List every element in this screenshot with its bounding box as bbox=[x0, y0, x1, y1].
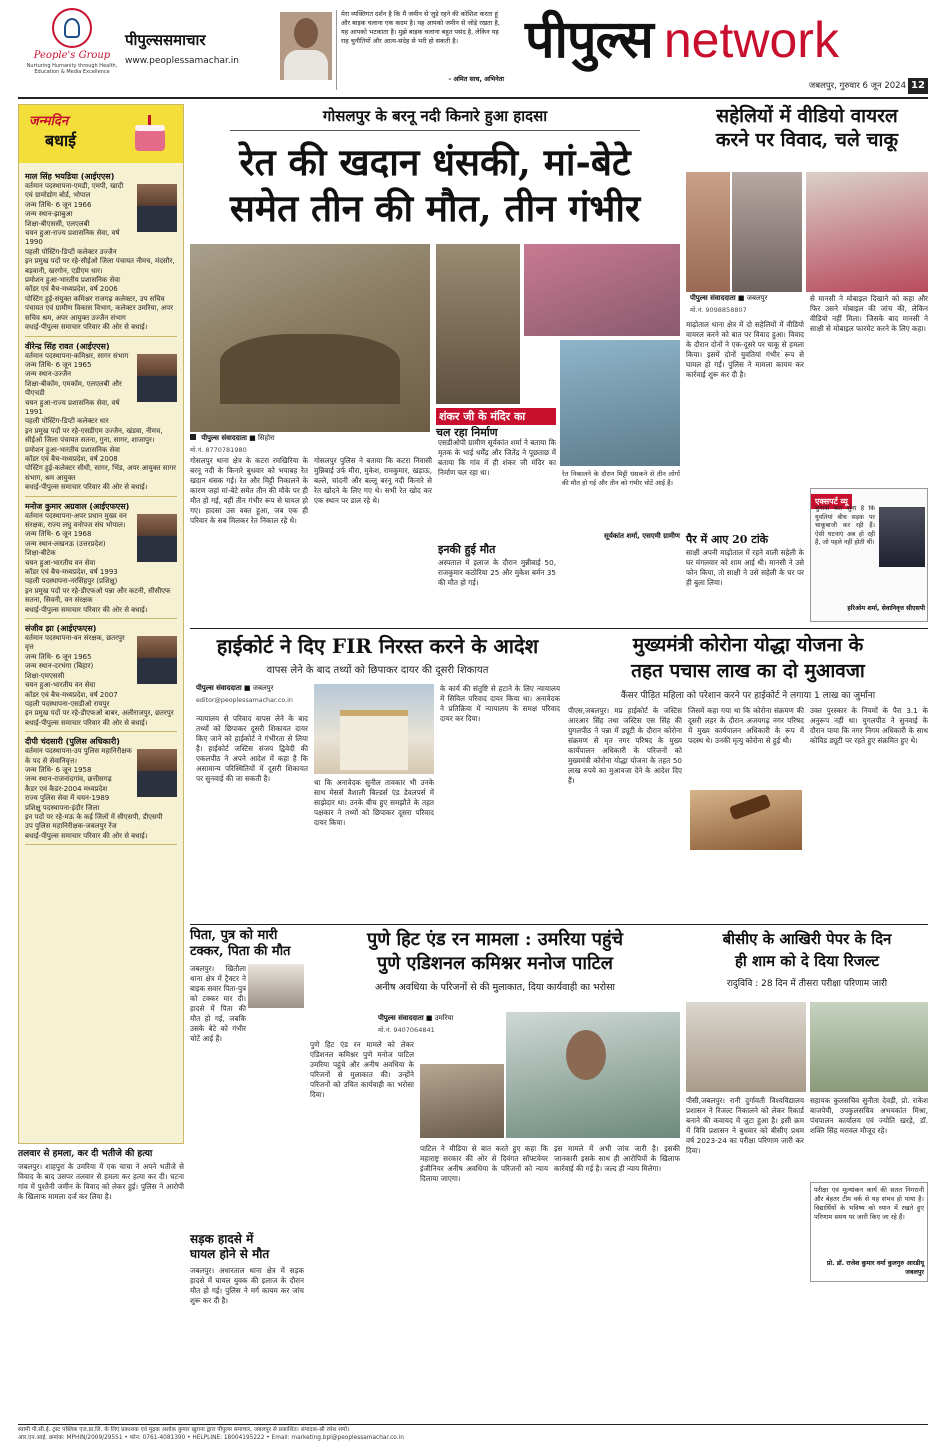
birthday-person-name: मनोज कुमार अग्रवाल (आईएफएस) bbox=[25, 501, 130, 511]
top-body-col3: एसडीओपी ग्रामीण सूर्यकांत शर्मा ने बताया कि मृतक के भाई धर्मेंद्र और जितेंद्र ने पूछताछ में बताया कि गांव में ही शंकर जी मंदिर का निर्माण चल रहा था। bbox=[438, 438, 556, 477]
birthday-person bbox=[25, 623, 177, 732]
birthday-person bbox=[25, 501, 177, 619]
group-tagline: Nurturing Humanity through Health, Education & Media Excellence bbox=[26, 63, 118, 75]
knife-byline: पीपुल्स संवाददाता bbox=[690, 294, 736, 302]
top-byline: पीपुल्स संवाददाता bbox=[201, 434, 247, 442]
road-body: जबलपुर। अधारताल थाना क्षेत्र में सड़क हादसे में घायल युवक की इलाज के दौरान मौत हो गई। पुलिस ने मर्ग कायम कर जांच शुरू कर दी है। bbox=[190, 1266, 304, 1305]
road-accident-story bbox=[190, 1232, 304, 1420]
quote-author: - अमित साध, अभिनेता bbox=[448, 75, 504, 83]
expert-view-box bbox=[810, 488, 928, 622]
group-name: People's Group bbox=[33, 50, 111, 61]
brand-small-suffix: समाचार bbox=[163, 31, 206, 49]
father-son-headline-2: टक्कर, पिता की मौत bbox=[190, 944, 291, 959]
hc-body-col3: के कार्य की संतुष्टि से हटाने के लिए न्यायालय में सिविल परिवाद दायर किया था। अनावेदक ने प्रतिक्रिया में न्यायालय के समक्ष परिवाद दायर कर दिया। bbox=[440, 684, 560, 723]
photo1-byline: पीपुल्स संवाददाता ■ सिहोरा मो.नं. 8770781980 bbox=[190, 434, 430, 454]
birthday-person bbox=[25, 171, 177, 337]
quote-portrait bbox=[280, 12, 332, 80]
birthday-person-detail: जन्म तिथि- 6 जून 1958 bbox=[25, 765, 92, 774]
birthday-person-detail: वर्तमान पदस्थापना-वन संरक्षक, छतरपुर वृत्त bbox=[25, 634, 125, 652]
birthday-person-detail: पहली पोस्टिंग-डिप्टी कलेक्टर धार bbox=[25, 417, 109, 426]
knife-byline-box: पीपुल्स संवाददाता ■ जबलपुर मो.नं. 9098858807 bbox=[690, 294, 810, 314]
hospital-caption-text: रेत निकालने के दौरान मिट्टी धंसकने से तीन लोगों की मौत हो गई और तीन को गंभीर चोटें आई हैं। bbox=[562, 470, 680, 487]
birthday-person-detail: चयन हुआ-राज्य प्रशासनिक सेवा, वर्ष 1990 bbox=[25, 229, 120, 247]
knife-headline-1: सहेलियों में वीडियो वायरल bbox=[716, 105, 898, 127]
birthday-person-detail: शिक्षा-बीटेक bbox=[25, 549, 56, 558]
talwar-headline: तलवार से हमला, कर दी भतीजे की हत्या bbox=[18, 1149, 153, 1159]
quote-text: मेरा व्यक्तिगत दर्शन है कि मैं जमीन से जुड़े रहने की कोशिश करता हूं और बाइक चलाना एक कदम है। यह आपको जमीन से जोड़े रखता है, यह आपको भटकाता है। मुझे बाइक चलाना बहुत पसंद है, लेकिन यह राह चुनौतियों और आत्म-संदेह से भरी हो सकती है। bbox=[341, 10, 500, 45]
birthday-person bbox=[25, 736, 177, 845]
subhead-died: इनकी हुई मौत bbox=[438, 543, 496, 556]
knife-body-col1b: साक्षी अपनी माढ़ोताल में रहने वाली सहेली के घर मंगलवार को शाम आई थी। मानसी ने उसे फोन किया, तो साक्षी ने उसे सहेली के घर पर ही बुला लिया। bbox=[686, 548, 804, 587]
birthday-header bbox=[19, 105, 183, 163]
top-body-col2: गोसलपुर पुलिस ने बताया कि कटरा निवासी मुन्निबाई उर्फ मीरा, मुकेश, रामकुमार, खड़ाऊ, बल्ले, चांदनी और बल्लू बरनू नदी किनारे से रेत खोदने के लिए गए थे। सभी रेत खोद कर एक स्थान पर डाल रहे थे। bbox=[314, 456, 432, 505]
birthday-person-detail: जन्म स्थान-दरभंगा (बिहार) bbox=[25, 662, 94, 671]
birthday-person-detail: कॉडर एवं बैच-मध्यप्रदेश, वर्ष 2007 bbox=[25, 690, 118, 699]
cm-body-col1: पीएस,जबलपुर। मप्र हाईकोर्ट के जस्टिस आरआर सिंह तथा जस्टिस एस सिंह की युगलपीठ ने पन्ना में ड्यूटी के दौरान कोरोना संक्रमण से मृत नगर परिषद के मुख्य कार्यपालन अधिकारी के परिजनों को मुख्यमंत्री कोरोना योद्धा योजना के तहत 50 लाख रुपये का मुआवजा देने के आदेश दिए हैं। bbox=[568, 706, 682, 785]
mid-rule-1 bbox=[190, 628, 928, 629]
top-story-kicker: गोसलपुर के बरनू नदी किनारे हुआ हादसा bbox=[230, 104, 640, 131]
hc-byline: पीपुल्स संवाददाता bbox=[196, 684, 242, 692]
birthday-person-detail: शिक्षा-बीएससी, एलएलबी bbox=[25, 219, 90, 228]
top-story-headline-2: समेत तीन की मौत, तीन गंभीर bbox=[229, 186, 641, 230]
birthday-person-detail: प्रमोशन हुआ-भारतीय प्रशासनिक सेवा bbox=[25, 276, 120, 285]
network-title bbox=[525, 2, 930, 74]
birthday-person-detail: इन पदों पर रहे-मऊ के कई जिलों में सीएसपी, डीएसपी bbox=[25, 812, 163, 821]
gavel-photo bbox=[690, 790, 802, 850]
footer-line1: स्वामी पी.सी.ई. ट्रस्ट पब्लिक एज.प्रा.लि. के लिए प्रकाशक एवं मुद्रक अशोक कुमार खुराना द्वारा पीपुल्स समाचार, जबलपुर से प्रकाशित। संपादक-श्री रमेश शर्मा। bbox=[18, 1427, 350, 1433]
birthday-person-name: संजीव झा (आईएफएस) bbox=[25, 624, 97, 634]
road-headline-1: सड़क हादसे में bbox=[190, 1232, 254, 1246]
birthday-person-portrait bbox=[137, 749, 177, 797]
bca-sub: रादुविवि : 28 दिन में तीसरा परीक्षा परिणाम जारी bbox=[726, 979, 888, 989]
network-title-hindi: पीपुल्स bbox=[525, 9, 653, 70]
grieving-women-photo bbox=[524, 244, 680, 336]
pune-meeting-photo bbox=[506, 1012, 680, 1138]
birthday-person-detail: शिक्षा-बीकॉम, एमकॉम, एलएलबी और पीएचडी bbox=[25, 379, 122, 398]
birthday-person-detail: जन्म तिथि- 6 जून 1966 bbox=[25, 200, 92, 209]
network-title-english: network bbox=[663, 12, 839, 68]
birthday-person-detail: वर्तमान पदस्थापना-उप पुलिस महानिरीक्षक के पद से सेवानिवृत्त। bbox=[25, 747, 132, 765]
birthday-person-detail: इन प्रमुख पदों पर रहे-डीएफओ पन्ना और कटनी, सीसीएफ सतना, सिवनी, वन संरक्षक bbox=[25, 586, 171, 605]
top-byline-place: सिहोरा bbox=[257, 434, 275, 442]
pune-body-col2: पाटिल ने मीडिया से बात करते हुए कहा कि महाराष्ट्र सरकार की ओर से दिवंगत सॉफ्टवेयर इंजीनियर अनीष अवधिया के परिजनों को न्याय दिलाया जाएगा। bbox=[420, 1144, 548, 1183]
birthday-person-detail: प्रशिक्षु पदस्थापना-इंदौर जिला bbox=[25, 803, 100, 812]
hc-byline-place: जबलपुर bbox=[252, 684, 274, 692]
page-number: 12 bbox=[908, 78, 928, 94]
birthday-person-detail: चयन हुआ-भारतीय वन सेवा bbox=[25, 681, 96, 690]
hospital-credit: सूर्यकांत शर्मा, एसएमी ग्रामीण bbox=[604, 532, 680, 540]
site-url[interactable]: www.peoplessamachar.in bbox=[125, 56, 239, 66]
subhead-temple-1: शंकर जी के मंदिर का bbox=[436, 408, 556, 425]
birthday-person-detail: पोस्टिंग हुई-कलेक्टर सीधी, सागर, भिंड, अपर आयुक्त सागर संभाग, श्रम आयुक्त bbox=[25, 464, 177, 482]
knife-mobile: मो.नं. 9098858807 bbox=[690, 306, 747, 314]
birthday-person-detail: चयन हुआ-भारतीय वन सेवा bbox=[25, 558, 96, 567]
expert-name: हरिओम शर्मा, सेवानिवृत्त सीएसपी bbox=[847, 605, 925, 612]
footer bbox=[18, 1426, 928, 1444]
knife-story bbox=[686, 104, 928, 624]
cm-sub: कैंसर पीड़ित महिला को परेशान करने पर हाईकोर्ट ने लगाया 1 लाख का जुर्माना bbox=[620, 691, 876, 701]
talwar-story bbox=[18, 1148, 184, 1420]
dateline: जबलपुर, गुरुवार 6 जून 2024 bbox=[808, 81, 906, 91]
father-son-headline-1: पिता, पुत्र को मारी bbox=[190, 928, 278, 943]
birthday-person-detail: शिक्षा-एमएससी bbox=[25, 671, 65, 680]
bca-story bbox=[686, 928, 928, 1420]
birthday-person-name: माल सिंह भयडिया (आईएएस) bbox=[25, 172, 115, 181]
cm-story bbox=[568, 632, 928, 922]
expert-quote: चुनावी बात सुना है कि युवतियां बीच सड़क पर चाकूबाजी कर रही हैं। ऐसी घटनाएं अब हो रही हैं, जो पहले नहीं होती थीं। bbox=[815, 505, 875, 546]
hc-body-col1: न्यायालय से परिवाद वापस लेने के बाद तथ्यों को छिपाकर दूसरी शिकायत दायर किए जाने को हाईकोर्ट ने गंभीरता से लिया है। हाईकोर्ट जस्टिस संजय द्विवेदी की एकलपीठ ने अपने आदेश में कहा है कि असामान्य परिस्थितियों में दूसरी शिकायत पर सुनवाई की जा सकती है। bbox=[196, 714, 308, 783]
birthday-heading-top: जन्मदिन bbox=[29, 114, 69, 129]
birthday-person-detail: उप पुलिस महानिरीक्षक-जबलपुर रेंज bbox=[25, 822, 117, 831]
subhead-temple-2: चल रहा निर्माण bbox=[436, 426, 498, 439]
funeral-photo bbox=[436, 244, 520, 404]
vc-quote-box bbox=[810, 1182, 928, 1282]
birthday-person bbox=[25, 341, 177, 497]
birthday-person-detail: जन्म स्थान-झाबुआ bbox=[25, 210, 73, 219]
birthday-person-detail: बधाई-पीपुल्स समाचार परिवार की ओर से बधाई। bbox=[25, 718, 148, 727]
birthday-list bbox=[19, 163, 183, 849]
victim-photo bbox=[732, 172, 802, 292]
bca-body-col1: पीसी,जबलपुर। रानी दुर्गावती विश्वविद्यालय प्रशासन ने रिजल्ट निकालने को लेकर रिकार्ड बनाने की कवायद में जुटा हुआ है। इसी क्रम में विवि प्रशासन ने बुधवार को बीसीए प्रथम वर्ष 2023-24 का परीक्षा परिणाम जारी कर दिया। bbox=[686, 1096, 804, 1155]
quote-box bbox=[336, 10, 504, 90]
cm-headline-2: तहत पचास लाख का दो मुआवजा bbox=[631, 660, 865, 682]
birthday-person-detail: जन्म स्थान-उज्जैन bbox=[25, 370, 72, 379]
hc-byline-box: पीपुल्स संवाददाता ■ जबलपुर editor@peoplessamachar.co.in bbox=[196, 684, 316, 704]
top-mobile: मो.नं. 8770781980 bbox=[190, 446, 247, 454]
bca-body-col2: सहायक कुलसचिव सुनीता देवड़ी, प्रो. राकेश बाजपेयी, उपकुलसचिव अभयकांत मिश्रा, पंचपालन कार्यालय एवं ज्योति खरड़े, डॉ. शक्ति सिंह मरावल मौजूद रहे। bbox=[810, 1096, 928, 1135]
mid-rule-2 bbox=[190, 924, 928, 925]
result-release-photo-2 bbox=[810, 1002, 928, 1092]
cm-headline-1: मुख्यमंत्री कोरोना योद्धा योजना के bbox=[632, 634, 864, 656]
birthday-person-detail: जन्म तिथि- 6 जून 1965 bbox=[25, 652, 92, 661]
pune-body-col3: इस मामले में अभी जांच जारी है। इसकी जानकारी इसके साथ ही आरोपियों के खिलाफ कार्रवाई की गई है। जल्द ही न्याय मिलेगा। bbox=[554, 1144, 680, 1173]
birthday-person-detail: प्रमोशन हुआ-भारतीय प्रशासनिक सेवा bbox=[25, 445, 120, 454]
birthday-person-detail: बधाई-पीपुल्स समाचार परिवार की ओर से बधाई। bbox=[25, 831, 148, 840]
top-body-col1: गोसलपुर थाना क्षेत्र के कटरा रमखिरिया के बरनू नदी के किनारे बुधवार को भयाबह रेत खदान धंसक गई। रेत और मिट्टी निकालने के कारण जहां मां-बेटे समेत तीन की मौके पर ही मौत हो गई, वहीं तीन गंभीर रूप से घायल हो गए। हादसा उस वक्त हुआ, जब एक ही परिवार के सब मिलकर रेत निकाल रहे थे। bbox=[190, 456, 308, 525]
top-story bbox=[190, 104, 680, 624]
pune-body-col1: पुणे हिट एंड रन मामले को लेकर एडिशनल कमिश्नर पुणे मनोज पाटिल उमरिया पहुंचे और अनीष अवधिया के परिजनों से मुलाकात की। उन्होंने परिजनों को उचित कार्यवाही का भरोसा दिया। bbox=[310, 1040, 414, 1099]
hc-story bbox=[190, 632, 565, 922]
birthday-person-detail: इन प्रमुख पदों पर रहे-एसडीएम उज्जैन, खंडवा, नीमच, सीईओ जिला पंचायत सतना, गुना, सागर, शाजापुर। bbox=[25, 426, 163, 445]
high-court-photo bbox=[314, 684, 434, 774]
road-headline-2: घायल होने से मौत bbox=[190, 1247, 270, 1261]
masthead bbox=[0, 0, 945, 100]
father-son-body: जबलपुर। खितौला थाना क्षेत्र में ट्रैक्टर ने बाइक सवार पिता-पुत्र को टक्कर मार दी। हादसे में पिता की मौत हो गई, जबकि उसके बेटे को गंभीर चोटें आई हैं। bbox=[190, 964, 246, 1043]
brand-small bbox=[125, 30, 265, 66]
pune-mobile: मो.नं. 9407064841 bbox=[378, 1026, 435, 1034]
knife-body-col1: माढ़ोताल थाना क्षेत्र में दो सहेलियों में वीडियो वायरल करने को बात पर विवाद हुआ। विवाद के दौरान दोनों ने एक-दूसरे पर चाकू से हमला किया। इसमें दोनों युवतियां गंभीर रूप से घायल हो गईं। पुलिस ने मामला कायम कर कार्रवाई शुरू कर दी है। bbox=[686, 320, 804, 379]
birthday-person-detail: वधाई-पीपुल्स समाचार परिवार की ओर से बधाई। bbox=[25, 323, 148, 332]
sand-mine-photo-1 bbox=[190, 244, 430, 432]
birthday-person-detail: कॉडर एवं बैच-मध्यप्रदेश, वर्ष 2006 bbox=[25, 285, 118, 294]
pune-sub: अनीष अवधिया के परिजनों से की मुलाकात, दिया कार्यवाही का भरोसा bbox=[375, 982, 615, 993]
birthday-person-portrait bbox=[137, 184, 177, 232]
knife-headline-2: करने पर विवाद, चले चाकू bbox=[715, 129, 899, 151]
cm-body-col2: जिसमें कहा गया था कि कोरोना संक्रमण की दूसरी लहर के दौरान अजयगढ़ नगर परिषद में मुख्य कार्यपालन अधिकारी के रूप में पदस्थ थे। उनकी मृत्यु कोरोना से हुई थी। bbox=[688, 706, 804, 745]
birthday-person-detail: राज्य पुलिस सेवा में चयन-1989 bbox=[25, 794, 110, 803]
peoples-group-logo bbox=[22, 8, 122, 96]
birthday-person-detail: पहली पदस्थापना-एसडीओ रायपुर bbox=[25, 699, 110, 708]
pune-byline-place: उमरिया bbox=[434, 1014, 454, 1022]
birthday-person-detail: कॉडर एवं बैच-मध्यप्रदेश, वर्ष 1993 bbox=[25, 568, 118, 577]
peoples-group-emblem-icon bbox=[52, 8, 92, 48]
birthday-person-detail: कैडर एवं कैडर-2004 मध्यप्रदेश bbox=[25, 784, 108, 793]
knife-body-col2: से मानसी ने मोबाइल दिखाने को कहा और फिर उसने मोबाइल की जांच की, लेकिन वीडियो नहीं मिला। जिसके बाद मानसी ने साक्षी से मोबाइल फारमेट करने के लिए कहा। bbox=[810, 294, 928, 333]
birthday-person-portrait bbox=[137, 636, 177, 684]
hc-sub: वापस लेने के बाद तथ्यों को छिपाकर दायर की दूसरी शिकायत bbox=[266, 665, 489, 676]
hospital-caption bbox=[562, 470, 680, 541]
injured-leg-photo bbox=[806, 172, 928, 292]
hc-email[interactable]: editor@peoplessamachar.co.in bbox=[196, 697, 293, 704]
brand-small-name: पीपुल्स bbox=[125, 31, 164, 49]
birthday-person-detail: बधाई-पीपुल्स समाचार परिवार की ओर से बधाई। bbox=[25, 605, 148, 614]
birthday-person-detail: जन्म तिथि- 6 जून 1968 bbox=[25, 530, 92, 539]
birthday-person-detail: जन्म स्थान-लखनऊ (उत्तरप्रदेश) bbox=[25, 539, 106, 548]
birthday-person-name: दीपी चंदसारी (पुलिस अधिकारी) bbox=[25, 737, 120, 747]
subhead-temple bbox=[436, 408, 556, 440]
byline-icon bbox=[190, 434, 196, 440]
birthday-person-detail: कॉडर एवं बैच-मध्यप्रदेश, वर्ष 2008 bbox=[25, 454, 118, 463]
pune-headline-1: पुणे हिट एंड रन मामला : उमरिया पहुंचे bbox=[367, 929, 623, 950]
masthead-rule bbox=[18, 97, 928, 99]
hospital-photo bbox=[560, 340, 680, 466]
knife-subhead: पैर में आए 20 टांके bbox=[686, 533, 769, 546]
birthday-person-detail: चयन हुआ-राज्य प्रशासनिक सेवा, वर्ष 1991 bbox=[25, 398, 120, 416]
pune-family-photo bbox=[420, 1064, 504, 1138]
birthday-person-portrait bbox=[137, 354, 177, 402]
knife-wound-photo bbox=[686, 172, 730, 292]
top-body-col3b: अस्पताल में इलाज के दौरान मुन्नीबाई 50, राजकुमार कठोरिया 25 और मुकेश बर्मन 35 की मौत हो गई। bbox=[438, 558, 556, 587]
vc-quote-author: प्रो. डॉ. राजेश कुमार वर्मा कुलगुरु आरडीयू जबलपुर bbox=[826, 1260, 924, 1276]
knife-byline-place: जबलपुर bbox=[746, 294, 768, 302]
father-son-story bbox=[190, 928, 304, 1228]
birthday-person-detail: इन प्रमुख पदों पर रहे-सीईओ जिला पंचायत नीमच, मंदसौर, बड़वानी, खरगोन, एडीएम धार। bbox=[25, 257, 175, 275]
birthday-person-detail: पहली पदस्थापना-नरसिंहपुर (प्रशिक्षु) bbox=[25, 577, 118, 586]
birthday-person-detail: वर्तमान पदस्थापना-अपर प्रधान मुख्य वन संरक्षक, राज्य लघु वनोपज संघ भोपाल। bbox=[25, 511, 127, 529]
footer-rule bbox=[18, 1424, 928, 1425]
expert-portrait bbox=[879, 507, 925, 567]
bca-headline-2: ही शाम को दे दिया रिजल्ट bbox=[734, 952, 880, 970]
accident-photo bbox=[248, 964, 304, 1008]
birthday-person-name: वीरेन्द्र सिंह रावत (आईएएस) bbox=[25, 341, 110, 351]
hc-body-col2: था कि अनावेदक सुनील तावकार भी उनके साथ मेसर्स वैशाली बिल्डर्स एंड डेवलपर्स में साझेदार था। उनके बीच हुए समझौते के तहत पक्षकार ने तथ्यों को छिपाकर दूसरा परिवाद दायर किया। bbox=[314, 778, 434, 827]
birthday-person-detail: पोस्टिंग हुई-संयुक्त कमिश्नर राजगढ़ कलेक्टर, उप सचिव पंचायत एवं ग्रामीण विकास विभाग, कलेक्टर उमरिया, अपर सचिव श्रम, अपर आयुक्त उज्जैन संभाग bbox=[25, 294, 173, 322]
birthday-person-detail: वर्तमान पदस्थापना-कमिश्नर, सागर संभाग bbox=[25, 351, 129, 360]
pune-story bbox=[310, 928, 680, 1420]
vc-quote: परीक्षा एवं मूल्यांकन कार्य की सतत निगरानी और बेहतर टीम वर्क से यह संभव हो पाया है। विद्यार्थियों के भविष्य को ध्यान में रखते हुए परिणाम समय पर जारी किए जा रहे हैं। bbox=[814, 1186, 924, 1221]
pune-headline-2: पुणे एडिशनल कमिश्नर मनोज पाटिल bbox=[377, 953, 613, 974]
birthday-person-detail: जन्म स्थान-राजनांदगांव, छत्तीसगढ़ bbox=[25, 775, 112, 784]
top-story-headline-1: रेत की खदान धंसकी, मां-बेटे bbox=[239, 140, 631, 184]
birthday-column bbox=[18, 104, 184, 1144]
birthday-person-detail: बधाई-पीपुल्स समाचार परिवार की ओर से बधाई। bbox=[25, 483, 148, 492]
cm-body-col3: उक्त पुरस्कार के नियमों के पैरा 3.1 के अनुरूप नहीं था। युगलपीठ ने सुनवाई के दौरान पाया कि नगर निगम अधिकारी के साथ कोविड ड्यूटी पर रहते हुए संक्रमित हुए थे। bbox=[810, 706, 928, 745]
birthday-person-detail: इन प्रमुख पदों पर रहे-डीएफओ बाबर, अलीराजपुर, छतरपुर bbox=[25, 709, 174, 718]
hc-headline: हाईकोर्ट ने दिए FIR निरस्त करने के आदेश bbox=[216, 634, 539, 658]
talwar-body: जबलपुर। शाहपुरा के उमरिया में एक चाचा ने अपने भतीजे से विवाद के बाद उसपर तलवार से हमला कर हत्या कर दी। घटना गांव में पुश्तैनी जमीन के विवाद को लेकर हुई। पुलिस ने आरोपी के खिलाफ मामला दर्ज कर लिया है। bbox=[18, 1162, 184, 1201]
birthday-person-detail: वर्तमान पदस्थापना-एमडी, एमपी, खादी एवं ग्रामोद्योग बोर्ड, भोपाल bbox=[25, 182, 124, 200]
bca-headline-1: बीसीए के आखिरी पेपर के दिन bbox=[722, 930, 892, 948]
expert-tag: एक्सपर्ट व्यू bbox=[811, 494, 852, 509]
birthday-person-portrait bbox=[137, 514, 177, 562]
pune-byline: पीपुल्स संवाददाता bbox=[378, 1014, 424, 1022]
footer-line2: आर.एन.आई. क्रमांक: MPHIN/2009/29551 • फोन: 0761-4081390 • HELPLINE: 18004195222 • Email: marketing.bpl@peoplessamachar.co.in bbox=[18, 1435, 404, 1441]
birthday-person-detail: पहली पोस्टिंग-डिप्टी कलेक्टर उज्जैन bbox=[25, 247, 117, 256]
pune-byline-box: पीपुल्स संवाददाता ■ उमरिया मो.नं. 9407064841 bbox=[378, 1014, 498, 1034]
birthday-person-detail: जन्म तिथि- 6 जून 1965 bbox=[25, 360, 92, 369]
cake-icon bbox=[129, 113, 169, 155]
birthday-heading-bottom: बधाई bbox=[45, 131, 76, 150]
result-release-photo-1 bbox=[686, 1002, 806, 1092]
